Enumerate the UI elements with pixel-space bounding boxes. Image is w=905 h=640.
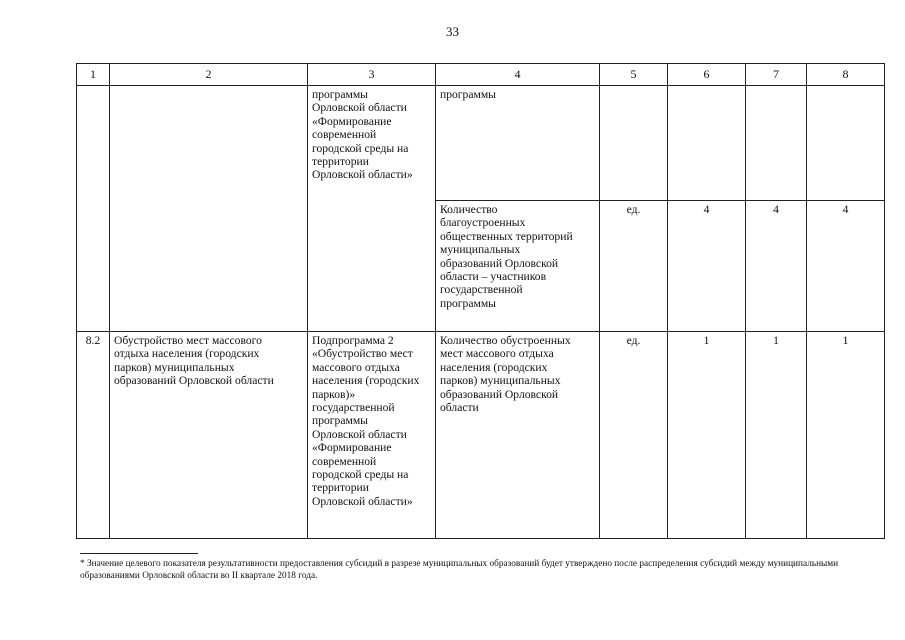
row-a-col-6 [668,86,746,201]
header-col-2: 2 [110,64,308,86]
row-a-col-7 [746,86,807,201]
row-b-value-col-8: 4 [807,201,885,332]
header-col-8: 8 [807,64,885,86]
row-c-program-cell: Подпрограмма 2 «Обустройство мест массового отдыха населения (городских парков)» государственной программы Орловской области «Формирование современной городской среды на территории Орловской области» [308,332,436,539]
page-number: 33 [446,24,459,39]
table-row [77,86,885,201]
header-col-3: 3 [308,64,436,86]
footnote-divider [80,553,198,554]
row-c-name-cell: Обустройство мест массового отдыха населения (городских парков) муниципальных образований Орловской области [110,332,308,539]
row-a-col-2 [110,86,308,332]
footnote: * Значение целевого показателя результативности предоставления субсидий в разрезе муниципальных образований будет утверждено после распределения субсидий между муниципальными образованиями Орловской области во II квартале 2018 года. [80,559,839,581]
header-col-7: 7 [746,64,807,86]
row-a-indicator-cell: программы [436,86,600,201]
row-c-unit: ед. [600,332,668,539]
row-c-number: 8.2 [77,332,110,539]
row-b-indicator-cell: Количество благоустроенных общественных территорий муниципальных образований Орловской области – участников государственной программы [436,201,600,332]
row-a-col-1 [77,86,110,332]
indicators-table [76,63,885,539]
row-a-col-5 [600,86,668,201]
row-c-indicator-cell: Количество обустроенных мест массового отдыха населения (городских парков) муниципальных образований Орловской области [436,332,600,539]
header-col-4: 4 [436,64,600,86]
header-col-1: 1 [77,64,110,86]
row-c-value-col-7: 1 [746,332,807,539]
header-row [77,64,885,86]
table-row [77,332,885,539]
row-a-col-8 [807,86,885,201]
header-col-5: 5 [600,64,668,86]
header-col-6: 6 [668,64,746,86]
row-b-value-col-6: 4 [668,201,746,332]
row-b-unit: ед. [600,201,668,332]
row-b-value-col-7: 4 [746,201,807,332]
row-c-value-col-8: 1 [807,332,885,539]
row-c-value-col-6: 1 [668,332,746,539]
row-a-program-cell: программы Орловской области «Формирование современной городской среды на территории Орловской области» [308,86,436,332]
